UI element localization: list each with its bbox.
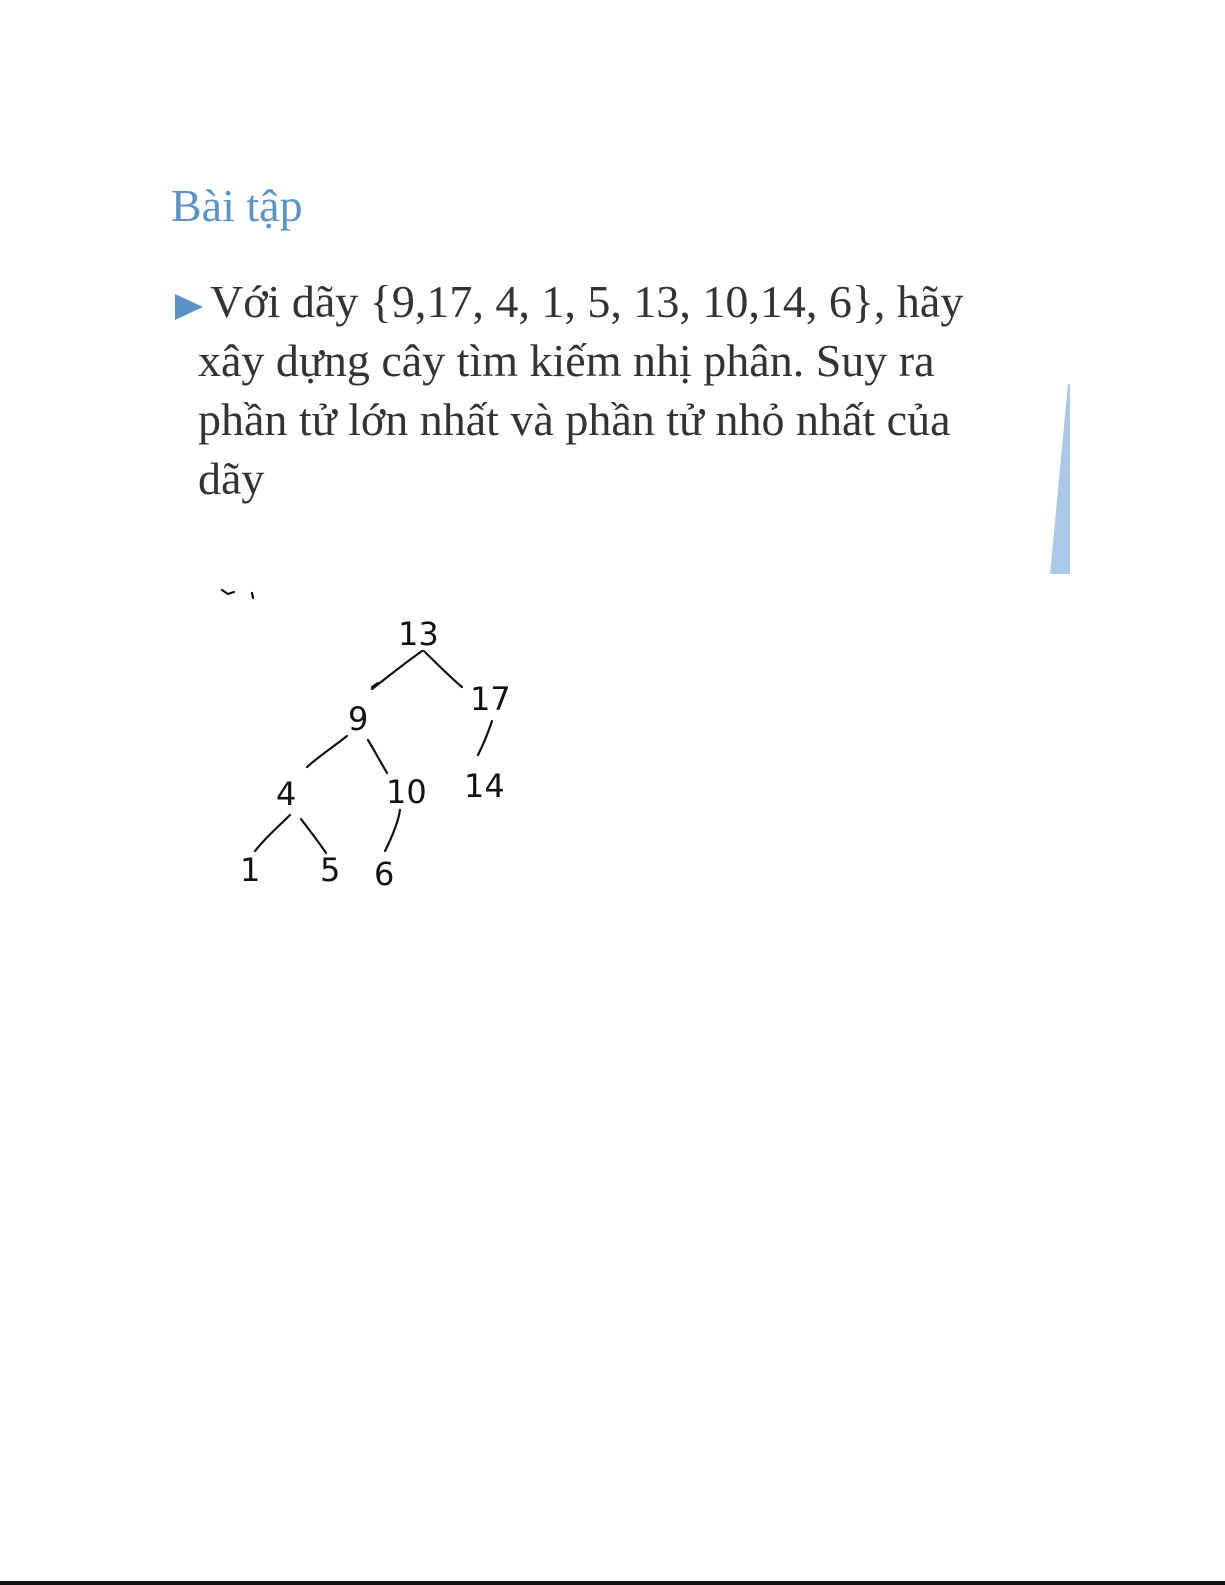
tree-node: 13 bbox=[398, 615, 439, 653]
tree-edge bbox=[307, 736, 347, 767]
tree-edge bbox=[478, 721, 492, 755]
binary-search-tree-sketch bbox=[200, 575, 540, 895]
page-bottom-border bbox=[0, 1581, 1225, 1585]
tree-edge bbox=[255, 815, 290, 851]
bullet-text bbox=[198, 272, 1058, 508]
tree-edge bbox=[368, 740, 387, 773]
tree-edge bbox=[424, 651, 462, 687]
tree-edge bbox=[301, 819, 326, 853]
tree-edge bbox=[385, 810, 400, 851]
bullet-line: dãy bbox=[198, 453, 265, 504]
tree-node: 14 bbox=[464, 767, 505, 805]
bullet-line: Với dãy {9,17, 4, 1, 5, 13, 10,14, 6}, hãy bbox=[210, 276, 964, 327]
bullet-line: xây dựng cây tìm kiếm nhị phân. Suy ra bbox=[198, 335, 935, 386]
tree-edge bbox=[372, 651, 422, 689]
tree-node: 17 bbox=[470, 680, 511, 718]
bullet-line: phần tử lớn nhất và phần tử nhỏ nhất của bbox=[198, 394, 951, 445]
slide-title: Bài tập bbox=[171, 180, 303, 231]
side-accent-shape bbox=[1050, 384, 1070, 574]
tree-node: 1 bbox=[240, 851, 261, 889]
stray-mark bbox=[222, 590, 253, 598]
tree-node: 4 bbox=[276, 775, 297, 813]
tree-node: 10 bbox=[386, 773, 427, 811]
tree-node: 9 bbox=[348, 700, 369, 738]
tree-node: 6 bbox=[374, 855, 395, 893]
tree-node: 5 bbox=[320, 851, 341, 889]
